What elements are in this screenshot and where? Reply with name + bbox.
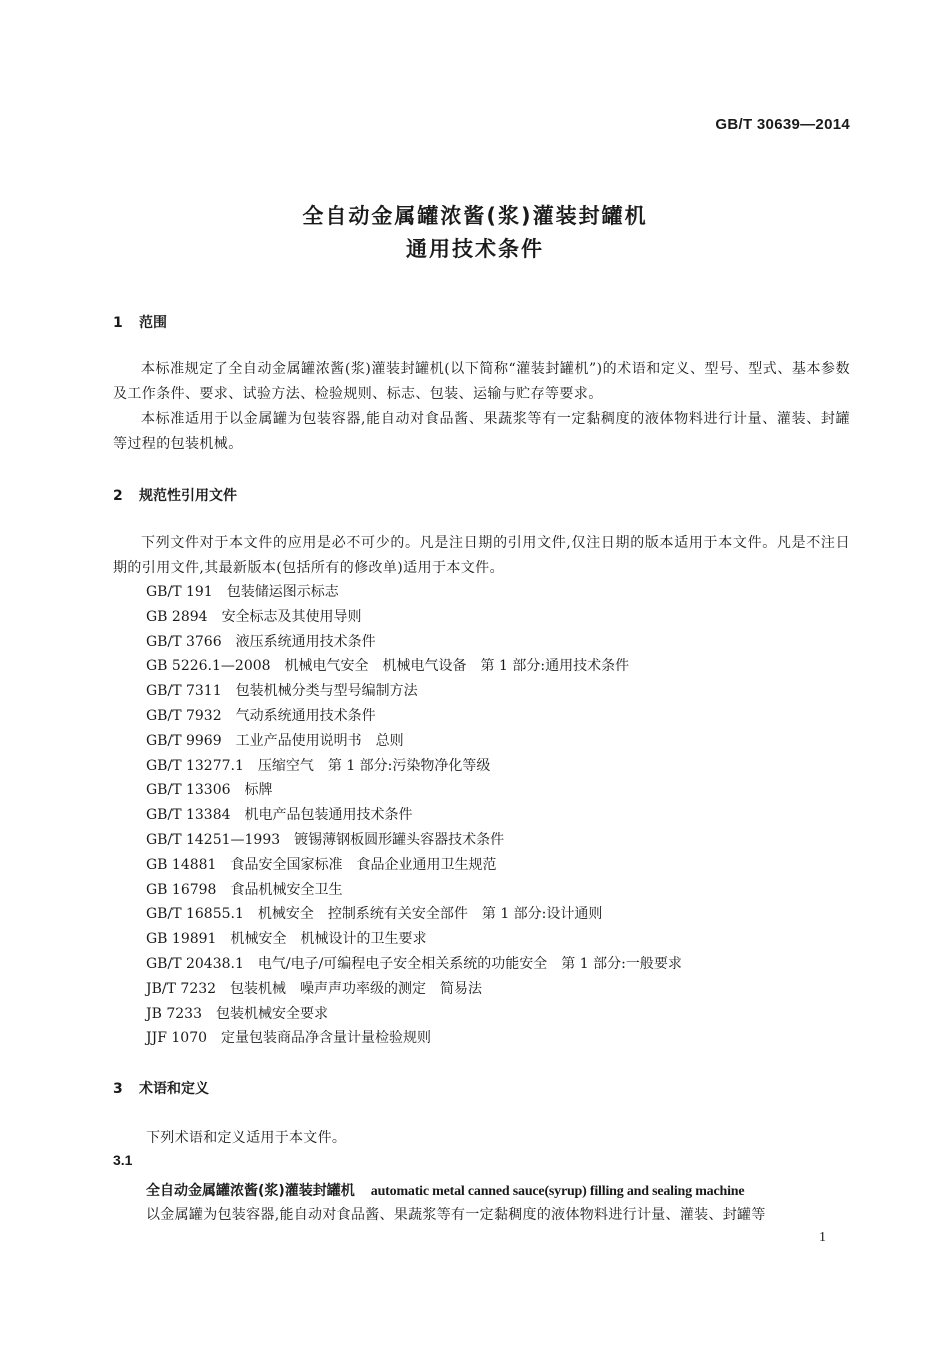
section-heading-normative-refs [113,485,237,505]
reference-item [146,754,682,779]
reference-title: 定量包装商品净含量计量检验规则 [221,1030,432,1047]
reference-title: 液压系统通用技术条件 [235,633,376,650]
reference-code: JJF 1070 [146,1030,208,1047]
reference-code: GB 2894 [146,608,208,625]
reference-title: 气动系统通用技术条件 [235,707,376,724]
reference-code: GB 5226.1—2008 [146,658,271,675]
reference-code: GB/T 16855.1 [146,906,244,923]
reference-code: GB/T 13384 [146,807,231,824]
section-title: 术语和定义 [139,1081,209,1097]
reference-title: 安全标志及其使用导则 [221,608,362,625]
reference-item [146,1002,682,1027]
reference-item [146,902,682,927]
document-title-line2: 通用技术条件 [406,237,544,261]
term-entry [146,1180,744,1200]
section-number: 3 [113,1081,123,1097]
reference-title: 压缩空气 第 1 部分:污染物净化等级 [257,757,491,774]
reference-code: GB 19891 [146,931,217,948]
terms-intro: 下列术语和定义适用于本文件。 [146,1130,347,1146]
reference-item [146,977,682,1002]
reference-item [146,1026,682,1051]
reference-code: GB/T 191 [146,584,213,600]
reference-title: 镀锡薄钢板圆形罐头容器技术条件 [294,831,505,848]
reference-item [146,605,682,630]
reference-item [146,927,682,952]
reference-item [146,778,682,803]
reference-title: 机电产品包装通用技术条件 [244,807,413,824]
reference-title: 工业产品使用说明书 总则 [235,732,404,749]
reference-code: GB/T 3766 [146,633,222,650]
section-heading-terms [113,1078,209,1098]
reference-item [146,878,682,903]
reference-item [146,704,682,729]
reference-code: GB/T 13277.1 [146,757,244,774]
reference-code: JB 7233 [146,1005,202,1022]
reference-title: 包装机械 噪声声功率级的测定 简易法 [230,980,483,997]
reference-item [146,580,682,605]
document-title-line1: 全自动金属罐浓酱(浆)灌装封罐机 [302,204,648,228]
reference-item [146,952,682,977]
section-heading-scope [113,312,167,332]
reference-item [146,853,682,878]
reference-list [146,580,682,1051]
reference-title: 包装机械分类与型号编制方法 [235,683,418,700]
reference-code: GB/T 7932 [146,707,222,724]
reference-code: GB 16798 [146,881,217,898]
scope-paragraph-1: 本标准规定了全自动金属罐浓酱(浆)灌装封罐机(以下简称“灌装封罐机”)的术语和定义、型号、型式、基本参数及工作条件、要求、试验方法、检验规则、标志、包装、运输与贮存等要求。 [113,361,850,402]
reference-code: GB/T 20438.1 [146,955,244,972]
scope-paragraph-2: 本标准适用于以金属罐为包装容器,能自动对食品酱、果蔬浆等有一定黏稠度的液体物料进行计量、灌装、封罐等过程的包装机械。 [113,411,850,452]
normative-refs-intro: 下列文件对于本文件的应用是必不可少的。凡是注日期的引用文件,仅注日期的版本适用于本文件。凡是不注日期的引用文件,其最新版本(包括所有的修改单)适用于本文件。 [113,535,850,576]
page-number: 1 [819,1230,826,1245]
reference-title: 电气/电子/可编程电子安全相关系统的功能安全 第 1 部分:一般要求 [257,955,682,972]
reference-code: GB 14881 [146,856,217,873]
reference-title: 包装储运图示标志 [226,584,339,600]
reference-title: 机械电气安全 机械电气设备 第 1 部分:通用技术条件 [284,658,630,675]
reference-title: 食品安全国家标准 食品企业通用卫生规范 [230,856,497,873]
section-title: 规范性引用文件 [139,488,237,504]
section-number: 1 [113,315,123,331]
reference-title: 食品机械安全卫生 [230,881,343,898]
standard-number: GB/T 30639—2014 [715,116,850,133]
reference-item [146,828,682,853]
reference-item [146,654,682,679]
section-number: 2 [113,488,123,504]
reference-item [146,729,682,754]
reference-item [146,803,682,828]
section-title: 范围 [139,315,167,331]
reference-code: JB/T 7232 [146,980,217,997]
reference-item [146,679,682,704]
reference-title: 包装机械安全要求 [215,1005,328,1022]
reference-code: GB/T 7311 [146,683,222,700]
term-english: automatic metal canned sauce(syrup) filling and sealing machine [370,1184,745,1199]
term-number: 3.1 [113,1152,133,1168]
reference-title: 标牌 [244,782,273,799]
reference-item [146,630,682,655]
reference-code: GB/T 9969 [146,732,222,749]
reference-code: GB/T 14251—1993 [146,831,281,848]
reference-title: 机械安全 控制系统有关安全部件 第 1 部分:设计通则 [257,906,603,923]
term-chinese: 全自动金属罐浓酱(浆)灌装封罐机 [146,1183,355,1199]
reference-code: GB/T 13306 [146,782,231,799]
reference-title: 机械安全 机械设计的卫生要求 [230,931,427,948]
term-definition: 以金属罐为包装容器,能自动对食品酱、果蔬浆等有一定黏稠度的液体物料进行计量、灌装、封罐等 [146,1207,766,1223]
